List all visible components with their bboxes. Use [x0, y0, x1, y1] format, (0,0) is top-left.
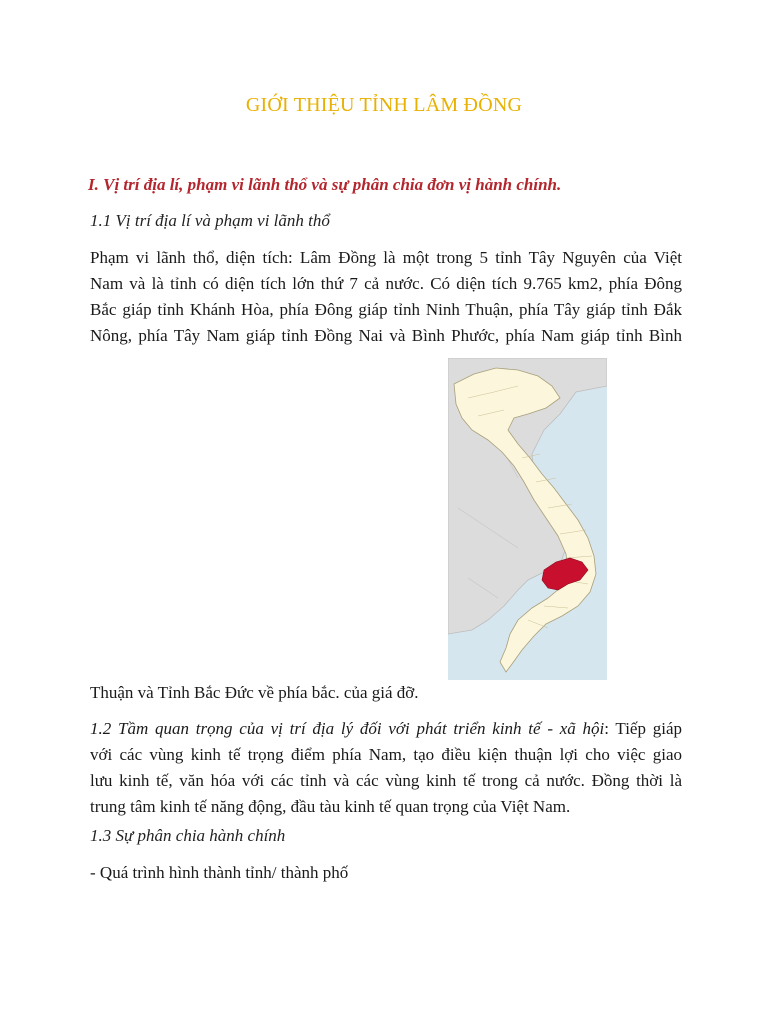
paragraph-line: lưu kinh tế, văn hóa với các tỉnh và các vùng kinh tế trong cả nước. Đồng thời là: [90, 771, 682, 790]
page-title: GIỚI THIỆU TỈNH LÂM ĐỒNG: [245, 94, 523, 116]
paragraph-line: Nông, phía Tây Nam giáp tỉnh Đồng Nai và Bình Phước, phía Nam giáp tỉnh Bình: [90, 326, 682, 345]
paragraph-1-1-continued: Thuận và Tỉnh Bắc Đức về phía bắc. của giá đỡ.: [90, 683, 419, 702]
paragraph-line: Nam và là tỉnh có diện tích lớn thứ 7 cả nước. Có diện tích 9.765 km2, phía Đông: [90, 274, 682, 293]
bullet-item: - Quá trình hình thành tỉnh/ thành phố: [90, 863, 349, 882]
subsection-heading-1-3: 1.3 Sự phân chia hành chính: [90, 826, 286, 845]
section-heading-1: I. Vị trí địa lí, phạm vi lãnh thổ và sự phân chia đơn vị hành chính.: [88, 175, 562, 194]
paragraph-1-1: [90, 245, 682, 349]
paragraph-line: trung tâm kinh tế năng động, đầu tàu kinh tế quan trọng của Việt Nam.: [90, 797, 571, 816]
subsection-heading-1-1: 1.1 Vị trí địa lí và phạm vi lãnh thổ: [90, 211, 330, 230]
subsection-heading-1-2: 1.2 Tầm quan trọng của vị trí địa lý đối với phát triển kinh tế - xã hội: [90, 719, 605, 738]
paragraph-text: : Tiếp giáp: [604, 719, 682, 738]
paragraph-line: Bắc giáp tỉnh Khánh Hòa, phía Đông giáp tỉnh Ninh Thuận, phía Tây giáp tỉnh Đắk: [90, 300, 682, 319]
vietnam-map-icon: [448, 358, 607, 680]
paragraph-line: Phạm vi lãnh thổ, diện tích: Lâm Đồng là một trong 5 tỉnh Tây Nguyên của Việt: [90, 248, 682, 267]
paragraph-line: với các vùng kinh tế trọng điểm phía Nam, tạo điều kiện thuận lợi cho việc giao: [90, 745, 682, 764]
paragraph-line: [90, 716, 682, 742]
paragraph-1-2: [90, 716, 682, 820]
